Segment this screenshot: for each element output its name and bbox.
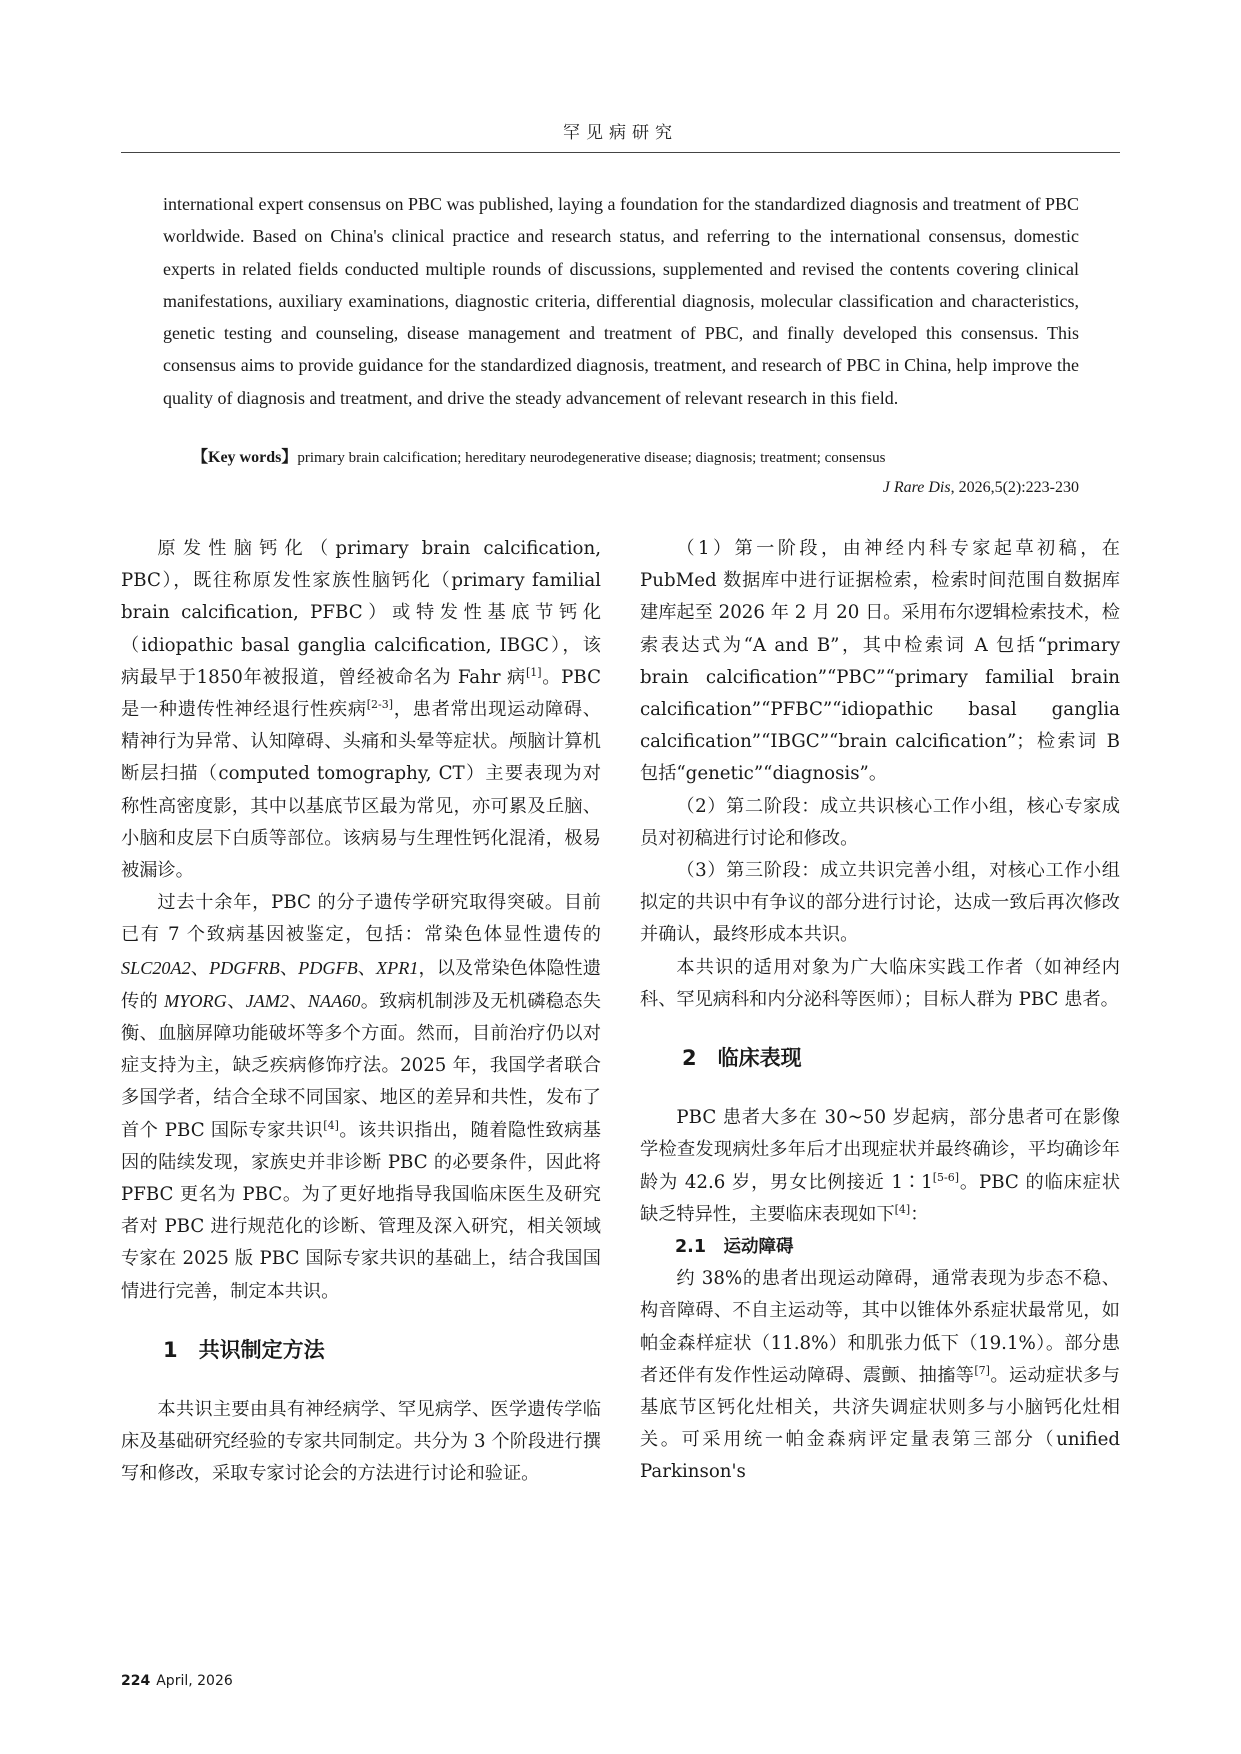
citation-journal: J Rare Dis	[882, 479, 951, 496]
text: 。运动症状多与基底节区钙化灶相关，共济失调症状则多与小脑钙化灶相关。可采用统一帕金森病评定量表第三部分（unified Parkinson's	[640, 1364, 1120, 1483]
text: PBC 患者大多在 30~50 岁起病，部分患者可在影像学检查发现病灶多年后才出现症状并最终确诊，平均确诊年龄为 42.6 岁，男女比例接近 1∶1	[640, 1107, 1120, 1193]
spacer	[121, 1308, 601, 1334]
gene-name: PDGFB	[298, 957, 358, 978]
citation	[883, 479, 1079, 497]
text: 约 38%的患者出现运动障碍，通常表现为步态不稳、构音障碍、不自主运动等，其中以锥体外系症状最常见，如帕金森样症状（11.8%）和肌张力低下（19.1%）。部分患者还伴有发作性运动障碍、震颤、抽搐等	[640, 1268, 1120, 1386]
paragraph	[640, 1263, 1120, 1488]
keywords	[192, 448, 1092, 468]
text: 。致病机制涉及无机磷稳态失衡、血脑屏障功能破坏等多个方面。然而，目前治疗仍以对症支持为主，缺乏疾病修饰疗法。2025 年，我国学者联合多国学者，结合全球不同国家、地区的差异和共性，发布了首个 PBC 国际专家共识	[121, 990, 601, 1141]
reference: [5-6]	[932, 1170, 959, 1184]
gene-name: XPR1	[376, 957, 419, 978]
paragraph: （1）第一阶段，由神经内科专家起草初稿，在 PubMed 数据库中进行证据检索，检索时间范围自数据库建库起至 2026 年 2 月 20 日。采用布尔逻辑检索技术，检索表达式为“A and B”，其中检索词 A 包括“primary brain calcification”“PBC”“primary familial brain calcification”“PFBC”“idiopathic basal ganglia calcification”“IBGC”“brain calcification”；检索词 B 包括“genetic”“diagnosis”。	[640, 538, 1120, 785]
footer-date: April, 2026	[156, 1673, 233, 1689]
spacer	[121, 1366, 601, 1394]
text: 、	[289, 990, 308, 1012]
reference: [7]	[974, 1363, 990, 1377]
paragraph	[121, 887, 601, 1308]
abstract-text: international expert consensus on PBC was published, laying a foundation for the standardized diagnosis and treatment of PBC worldwide. Based on China's clinical practice and research status, and referring to the international consensus, domestic experts in related fields conducted multiple rounds of discussions, supplemented and revised the contents covering clinical manifestations, auxiliary examinations, diagnostic criteria, differential diagnosis, molecular classification and characteristics, genetic testing and counseling, disease management and treatment of PBC, and finally developed this consensus. This consensus aims to provide guidance for the standardized diagnosis, treatment, and research of PBC in China, help improve the quality of diagnosis and treatment, and drive the steady advancement of relevant research in this field.	[163, 194, 1079, 408]
text: 、	[279, 957, 299, 979]
paragraph: 本共识的适用对象为广大临床实践工作者（如神经内科、罕见病科和内分泌科等医师）；目标人群为 PBC 患者。	[640, 956, 1120, 1010]
spacer	[640, 1016, 1120, 1042]
paragraph	[640, 1102, 1120, 1231]
text: 过去十余年，PBC 的分子遗传学研究取得突破。目前已有 7 个致病基因被鉴定，包括：常染色体显性遗传的	[121, 892, 601, 946]
right-column	[640, 533, 1120, 1489]
spacer	[640, 1074, 1120, 1102]
gene-name: SLC20A2	[121, 957, 191, 978]
text: 、	[226, 990, 246, 1012]
header-rule	[121, 152, 1120, 153]
paragraph: （3）第三阶段：成立共识完善小组，对核心工作小组拟定的共识中有争议的部分进行讨论，达成一致后再次修改并确认，最终形成本共识。	[640, 860, 1120, 946]
subsection-heading: 2.1 运动障碍	[675, 1237, 794, 1258]
text: 、	[357, 957, 377, 979]
reference: [2-3]	[366, 697, 394, 711]
gene-name: PDGFRB	[209, 957, 280, 978]
text: 。PBC 的临床症状缺乏特异性，主要临床表现如下	[640, 1171, 1121, 1225]
gene-name: MYORG	[164, 990, 227, 1011]
keywords-label: 【Key words】	[192, 449, 298, 466]
text: ，以及常染色体隐性遗传的	[121, 957, 601, 1012]
running-head: 罕见病研究	[563, 123, 678, 143]
reference: [1]	[525, 665, 542, 679]
text: ：	[910, 1203, 929, 1225]
text: 。PBC 是一种遗传性神经退行性疾病	[121, 666, 602, 721]
reference: [4]	[894, 1202, 911, 1216]
text: 原发性脑钙化（primary brain calcification, PBC），既往称原发性家族性脑钙化（primary familial brain calcification, PFBC）或特发性基底节钙化（idiopathic basal ganglia calcification, IBGC），该病最早于1850年被报道，曾经被命名为 Fahr 病	[121, 538, 601, 688]
page-footer	[121, 1673, 233, 1689]
gene-name: JAM2	[245, 990, 290, 1011]
text: 。该共识指出，随着隐性致病基因的陆续发现，家族史并非诊断 PBC 的必要条件，因此将 PFBC 更名为 PBC。为了更好地指导我国临床医生及研究者对 PBC 进行规范化的诊断、管理及深入研究，相关领域专家在 2025 版 PBC 国际专家共识的基础上，结合我国国情进行完善，制定本共识。	[121, 1119, 601, 1302]
page-number: 224	[121, 1673, 151, 1689]
paragraph: 本共识主要由具有神经病学、罕见病学、医学遗传学临床及基础研究经验的专家共同制定。共分为 3 个阶段进行撰写和修改，采取专家讨论会的方法进行讨论和验证。	[121, 1399, 601, 1485]
text: 、	[190, 957, 210, 979]
gene-name: NAA60	[307, 990, 361, 1011]
section-heading: 1 共识制定方法	[163, 1337, 325, 1362]
section-heading: 2 临床表现	[682, 1046, 802, 1071]
left-column	[121, 533, 601, 1491]
reference: [4]	[323, 1118, 339, 1132]
citation-rest: , 2026,5(2):223-230	[950, 479, 1079, 496]
abstract	[163, 188, 1079, 414]
paragraph: （2）第二阶段：成立共识核心工作小组，核心专家成员对初稿进行讨论和修改。	[640, 795, 1120, 849]
text: ，患者常出现运动障碍、精神行为异常、认知障碍、头痛和头晕等症状。颅脑计算机断层扫描（computed tomography, CT）主要表现为对称性高密度影，其中以基底节区最为常见，亦可累及丘脑、小脑和皮层下白质等部位。该病易与生理性钙化混淆，极易被漏诊。	[121, 699, 601, 882]
paragraph	[121, 533, 601, 887]
keywords-text: primary brain calcification; hereditary neurodegenerative disease; diagnosis; treatment; consensus	[297, 450, 886, 466]
